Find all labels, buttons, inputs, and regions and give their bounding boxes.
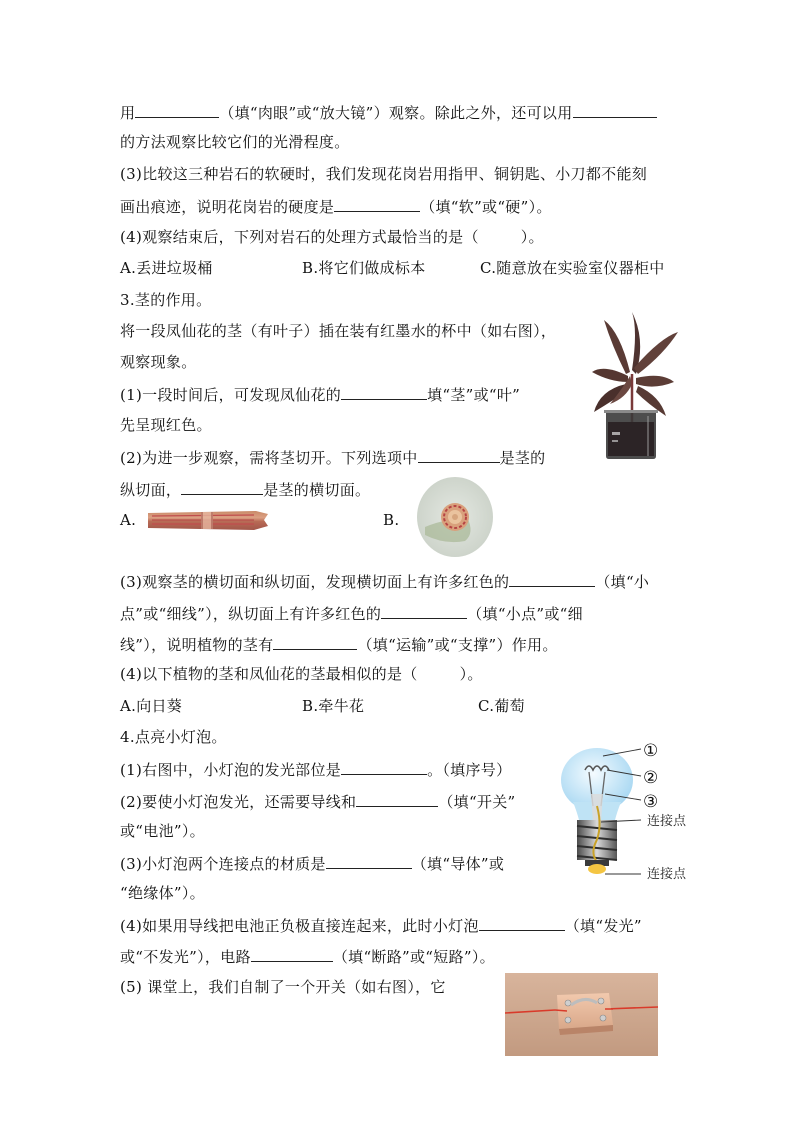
text: 或“不发光”），电路 — [120, 948, 251, 966]
text-line — [120, 570, 649, 592]
text-line — [120, 132, 350, 152]
text-line — [120, 227, 544, 247]
options-line — [120, 696, 525, 716]
answer-blank[interactable] — [356, 790, 438, 807]
text: （填“肉眼”或“放大镜”）观察。除此之外，还可以用 — [219, 104, 573, 122]
homemade-switch-image[interactable] — [505, 973, 658, 1056]
text: (1)右图中，小灯泡的发光部位是 — [120, 761, 342, 779]
text: ）。 — [520, 228, 544, 246]
text-line — [120, 945, 495, 967]
text: 或“电池”）。 — [120, 822, 205, 840]
answer-blank[interactable] — [341, 758, 427, 775]
option-c[interactable]: C.葡萄 — [478, 697, 525, 715]
text: 将一段凤仙花的茎（有叶子）插在装有红墨水的杯中（如右图）， — [120, 322, 557, 340]
option-a[interactable]: A.丢进垃圾桶 — [120, 259, 213, 277]
options-line — [120, 258, 665, 278]
option-b[interactable]: B.将它们做成标本 — [302, 259, 426, 277]
text-line — [120, 383, 520, 405]
text-line — [120, 478, 370, 500]
text: （填“开关” — [438, 793, 516, 811]
option-a-label — [120, 510, 136, 530]
option-b[interactable]: B.牵牛花 — [302, 697, 365, 715]
text: (3)观察茎的横切面和纵切面，发现横切面上有许多红色的 — [120, 573, 510, 591]
text-line — [120, 977, 446, 997]
marker-2: ② — [643, 768, 659, 788]
text: 是茎的 — [499, 449, 546, 467]
text: (2)为进一步观察，需将茎切开。下列选项中 — [120, 449, 418, 467]
answer-blank[interactable] — [573, 101, 657, 118]
answer-blank[interactable] — [273, 633, 357, 650]
option-c[interactable]: C.随意放在实验室仪器柜中 — [480, 259, 665, 277]
text: 4.点亮小灯泡。 — [120, 728, 227, 746]
option-a[interactable]: A.向日葵 — [120, 697, 183, 715]
text-line — [120, 914, 642, 936]
text: （填“运输”或“支撑”）作用。 — [357, 636, 558, 654]
light-bulb-diagram[interactable] — [555, 736, 695, 886]
text: 画出痕迹，说明花岗岩的硬度是 — [120, 198, 335, 216]
text: (3)比较这三种岩石的软硬时，我们发现花岗岩用指甲、铜钥匙、小刀都不能刻 — [120, 165, 648, 183]
answer-blank[interactable] — [251, 945, 333, 962]
text-line — [120, 321, 556, 341]
text: A. — [120, 511, 137, 529]
text: (2)要使小灯泡发光，还需要导线和 — [120, 793, 357, 811]
text: (4)如果用导线把电池正负极直接连起来，此时小灯泡 — [120, 917, 479, 935]
text: 纵切面， — [120, 481, 182, 499]
stem-cross-section-image[interactable] — [415, 475, 495, 559]
text: 先呈现红色。 — [120, 416, 212, 434]
text: 线”），说明植物的茎有 — [120, 636, 274, 654]
answer-blank[interactable] — [135, 101, 219, 118]
text-line — [120, 415, 212, 435]
text: “绝缘体”）。 — [120, 884, 205, 902]
question-title — [120, 290, 211, 310]
text-line — [120, 883, 205, 903]
text-line — [120, 664, 483, 684]
text-line — [120, 821, 205, 841]
text: （填“小点”或“细 — [467, 605, 583, 623]
text-line — [120, 101, 657, 123]
text: (5) 课堂上，我们自制了一个开关（如右图），它 — [120, 978, 446, 996]
answer-blank[interactable] — [341, 383, 427, 400]
text: 填“茎”或“叶” — [427, 386, 521, 404]
text-line — [120, 602, 583, 624]
text: （填“发光” — [564, 917, 642, 935]
text: (3)小灯泡两个连接点的材质是 — [120, 855, 326, 873]
text-line — [120, 164, 647, 184]
text-line — [120, 758, 511, 780]
connection-point-label-1: 连接点 — [647, 814, 687, 829]
marker-1: ① — [643, 741, 659, 761]
answer-blank[interactable] — [479, 914, 565, 931]
marker-3: ③ — [643, 792, 659, 812]
text: 观察现象。 — [120, 353, 197, 371]
option-b-label — [383, 510, 399, 530]
answer-blank[interactable] — [334, 195, 420, 212]
text: 3.茎的作用。 — [120, 291, 212, 309]
text: 点”或“细线”），纵切面上有许多红色的 — [120, 605, 382, 623]
text-line — [120, 195, 552, 217]
answer-blank[interactable] — [326, 852, 412, 869]
text: 的方法观察比较它们的光滑程度。 — [120, 133, 350, 151]
text-line — [120, 852, 504, 874]
text: 用 — [120, 104, 136, 122]
answer-blank[interactable] — [418, 446, 500, 463]
text: （填“导体”或 — [411, 855, 505, 873]
answer-blank[interactable] — [381, 602, 467, 619]
text: (4)观察结束后，下列对岩石的处理方式最恰当的是（ — [120, 228, 479, 246]
text: ）。 — [459, 665, 483, 683]
question-title — [120, 727, 227, 747]
text-line — [120, 633, 558, 655]
text: （填“软”或“硬”）。 — [420, 198, 552, 216]
answer-blank[interactable] — [509, 570, 595, 587]
text: （填“小 — [595, 573, 650, 591]
text-line — [120, 352, 197, 372]
plant-in-red-ink-beaker-image[interactable] — [590, 312, 680, 460]
text: （填“断路”或“短路”）。 — [332, 948, 495, 966]
text: 是茎的横切面。 — [263, 481, 371, 499]
text: B. — [383, 511, 400, 529]
stem-longitudinal-section-image[interactable] — [146, 505, 270, 535]
text: (4)以下植物的茎和凤仙花的茎最相似的是（ — [120, 665, 418, 683]
text: (1)一段时间后，可发现凤仙花的 — [120, 386, 342, 404]
answer-blank[interactable] — [181, 478, 263, 495]
text-line — [120, 446, 545, 468]
text: 。（填序号） — [427, 761, 512, 779]
connection-point-label-2: 连接点 — [647, 867, 687, 882]
text-line — [120, 790, 516, 812]
